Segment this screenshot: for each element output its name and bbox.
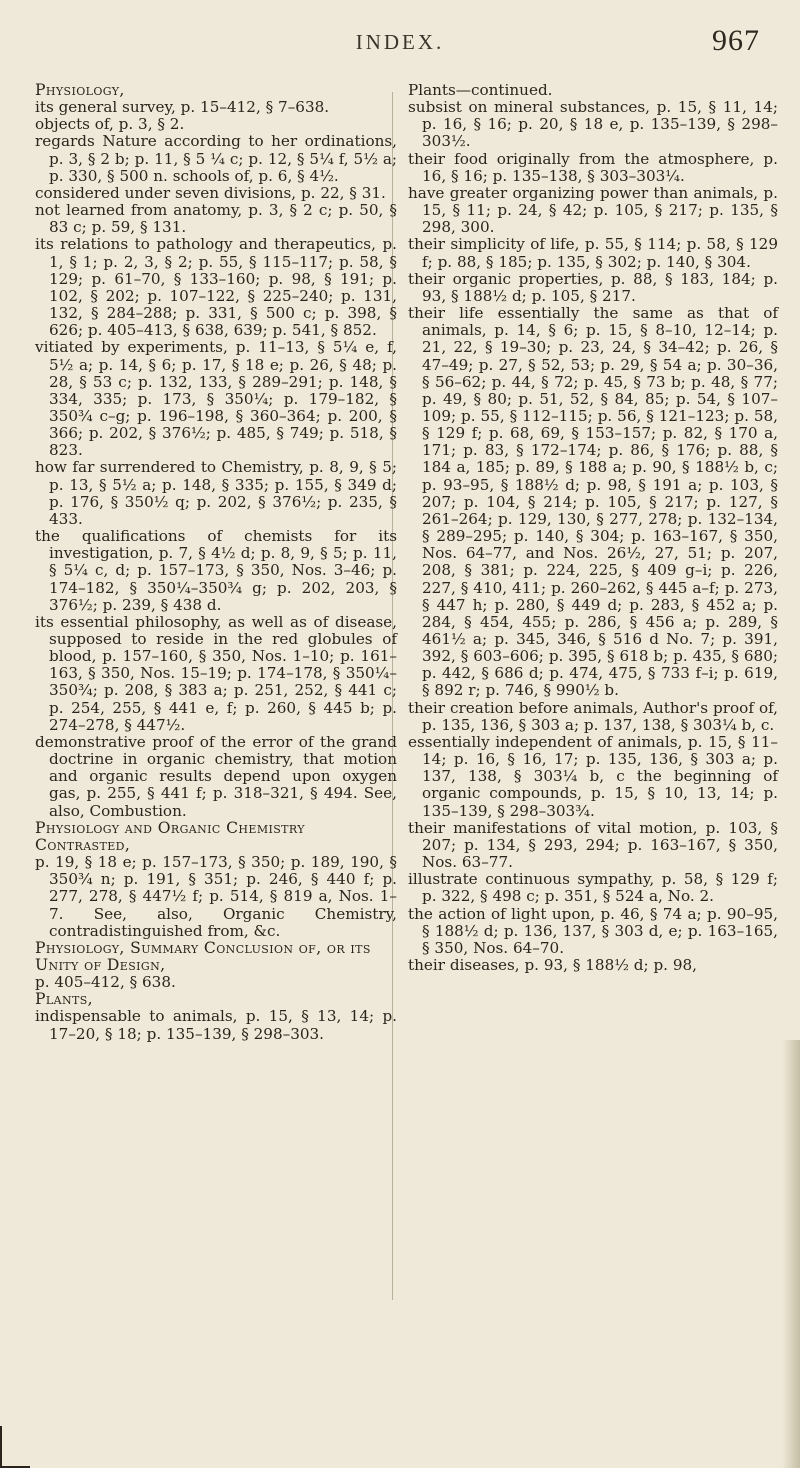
- subentry: the qualifications of chemists for its investigation, p. 7, § 4½ d; p. 8, 9, § 5; p. 11, § 5¼ c, d; p. 157–173, § 350, Nos. 3–46; p. 174–182, § 350¼–350¾ g; p. 202, 203, § 376½; p. 239, § 438 d.: [35, 527, 397, 614]
- entry-physiology-organic-chemistry: [35, 820, 397, 940]
- subentry: its general survey, p. 15–412, § 7–638.: [35, 98, 330, 117]
- subentry: their manifestations of vital motion, p. 103, § 207; p. 134, § 293, 294; p. 163–167, § 350, Nos. 63–77.: [408, 818, 778, 872]
- right-column: [408, 82, 778, 974]
- subentry: p. 405–412, § 638.: [35, 973, 176, 992]
- subentry: essentially independent of animals, p. 15, § 11–14; p. 16, § 16, 17; p. 135, 136, § 303 a; p. 137, 138, § 303¼ b, c the beginning of organic compounds, p. 15, § 10, 13, 14; p. 135–139, § 298–303¾.: [408, 732, 778, 820]
- subentry: have greater organizing power than animals, p. 15, § 11; p. 24, § 42; p. 105, § 217; p. 135, § 298, 300.: [408, 183, 778, 237]
- subentry: how far surrendered to Chemistry, p. 8, 9, § 5; p. 13, § 5½ a; p. 148, § 335; p. 155, § 349 d; p. 176, § 350½ q; p. 202, § 376½; p. 235, § 433.: [35, 458, 397, 528]
- entry-heading: Physiology,: [35, 81, 125, 99]
- entry-physiology-summary: [35, 940, 397, 991]
- subentry: demonstrative proof of the error of the grand doctrine in organic chemistry, that motion and organic results depend upon oxygen gas, p. 255, § 441 f; p. 318–321, § 494. See, also, Combustion.: [35, 732, 397, 820]
- entry-plants: [35, 991, 397, 1042]
- entry-plants-continued: [408, 82, 778, 974]
- subentry: their diseases, p. 93, § 188½ d; p. 98,: [408, 955, 697, 974]
- subentry: vitiated by experiments, p. 11–13, § 5¼ e, f, 5½ a; p. 14, § 6; p. 17, § 18 e; p. 26, § 48; p. 28, § 53 c; p. 132, 133, § 289–291; p. 148, § 334, 335; p. 173, § 350¼; p. 179–182, § 350¾ c–g; p. 196–198, § 360–364; p. 200, § 366; p. 202, § 376½; p. 485, § 749; p. 518, § 823.: [35, 338, 397, 460]
- entry-heading: Plants,: [35, 990, 93, 1009]
- subentry: their simplicity of life, p. 55, § 114; p. 58, § 129 f; p. 88, § 185; p. 135, § 302; p. 140, § 304.: [408, 235, 778, 271]
- subentry: indispensable to animals, p. 15, § 13, 14; p. 17–20, § 18; p. 135–139, § 298–303.: [35, 1007, 397, 1043]
- subentry: their organic properties, p. 88, § 183, 184; p. 93, § 188½ d; p. 105, § 217.: [408, 269, 778, 305]
- subentry: not learned from anatomy, p. 3, § 2 c; p. 50, § 83 c; p. 59, § 131.: [35, 201, 397, 237]
- subentry: objects of, p. 3, § 2.: [35, 115, 185, 134]
- entry-heading: Physiology, Summary Conclusion of, or its Unity of Design,: [35, 938, 371, 974]
- subentry: regards Nature according to her ordinations, p. 3, § 2 b; p. 11, § 5 ¼ c; p. 12, § 5¼ f, 5½ a; p. 330, § 500 n. schools of, p. 6, § 4½.: [35, 132, 397, 185]
- subentry: subsist on mineral substances, p. 15, § 11, 14; p. 16, § 16; p. 20, § 18 e, p. 135–139, § 298–303½.: [408, 98, 778, 151]
- left-column: [35, 82, 397, 1043]
- subentry: their food originally from the atmosphere, p. 16, § 16; p. 135–138, § 303–303¼.: [408, 149, 778, 185]
- subentry: illustrate continuous sympathy, p. 58, § 129 f; p. 322, § 498 c; p. 351, § 524 a, No. 2.: [408, 870, 778, 906]
- subentry: considered under seven divisions, p. 22, § 31.: [35, 183, 386, 202]
- subentry: p. 19, § 18 e; p. 157–173, § 350; p. 189, 190, § 350¾ n; p. 191, § 351; p. 246, § 440 f; p. 277, 278, § 447½ f; p. 514, § 819 a, Nos. 1–7. See, also, Organic Chemistry, contradistinguished from, &c.: [35, 853, 397, 940]
- subentry: their life essentially the same as that of animals, p. 14, § 6; p. 15, § 8–10, 12–14; p. 21, 22, § 19–30; p. 23, 24, § 34–42; p. 26, § 47–49; p. 27, § 52, 53; p. 29, § 54 a; p. 30–36, § 56–62; p. 44, § 72; p. 45, § 73 b; p. 48, § 77; p. 49, § 80; p. 51, 52, § 84, 85; p. 54, § 107–109; p. 55, § 112–115; p. 56, § 121–123; p. 58, § 129 f; p. 68, 69, § 153–157; p. 82, § 170 a, 171; p. 83, § 172–174; p. 86, § 176; p. 88, § 184 a, 185; p. 89, § 188 a; p. 90, § 188½ b, c; p. 93–95, § 188½ d; p. 98, § 191 a; p. 103, § 207; p. 104, § 214; p. 105, § 217; p. 127, § 261–264; p. 129, 130, § 277, 278; p. 132–134, § 289–295; p. 140, § 304; p. 163–167, § 350, Nos. 64–77, and Nos. 26½, 27, 51; p. 207, 208, § 381; p. 224, 225, § 409 g–i; p. 226, 227, § 410, 411; p. 260–262, § 445 a–f; p. 273, § 447 h; p. 280, § 449 d; p. 283, § 452 a; p. 284, § 454, 455; p. 286, § 456 a; p. 289, § 461½ a; p. 345, 346, § 516 d No. 7; p. 391, 392, § 603–606; p. 395, § 618 b; p. 435, § 680; p. 442, § 686 d; p. 474, 475, § 733 f–i; p. 619, § 892 r; p. 746, § 990½ b.: [408, 304, 778, 700]
- subentry: its relations to pathology and therapeutics, p. 1, § 1; p. 2, 3, § 2; p. 55, § 115–117; p. 58, § 129; p. 61–70, § 133–160; p. 98, § 191; p. 102, § 202; p. 107–122, § 225–240; p. 131, 132, § 284–288; p. 331, § 500 c; p. 398, § 626; p. 405–413, § 638, 639; p. 541, § 852.: [35, 235, 397, 340]
- running-head: [0, 22, 800, 62]
- subentry: its essential philosophy, as well as of disease, supposed to reside in the red globules of blood, p. 157–160, § 350, Nos. 1–10; p. 161–163, § 350, Nos. 15–19; p. 174–178, § 350¼–350¾; p. 208, § 383 a; p. 251, 252, § 441 c; p. 254, 255, § 441 e, f; p. 260, § 445 b; p. 274–278, § 447½.: [35, 612, 397, 734]
- page-number: 967: [712, 24, 760, 57]
- entry-physiology: [35, 82, 397, 820]
- page-edge-shadow: [782, 1040, 800, 1468]
- page-title: INDEX.: [355, 30, 445, 54]
- subentry: the action of light upon, p. 46, § 74 a; p. 90–95, § 188½ d; p. 136, 137, § 303 d, e; p. 163–165, § 350, Nos. 64–70.: [408, 904, 778, 957]
- scan-corner-mark: [0, 1426, 30, 1468]
- entry-heading: Physiology and Organic Chemistry Contrasted,: [35, 818, 305, 854]
- entry-heading: Plants—continued.: [408, 81, 553, 99]
- subentry: their creation before animals, Author's proof of, p. 135, 136, § 303 a; p. 137, 138, § 303¼ b, c.: [408, 698, 778, 734]
